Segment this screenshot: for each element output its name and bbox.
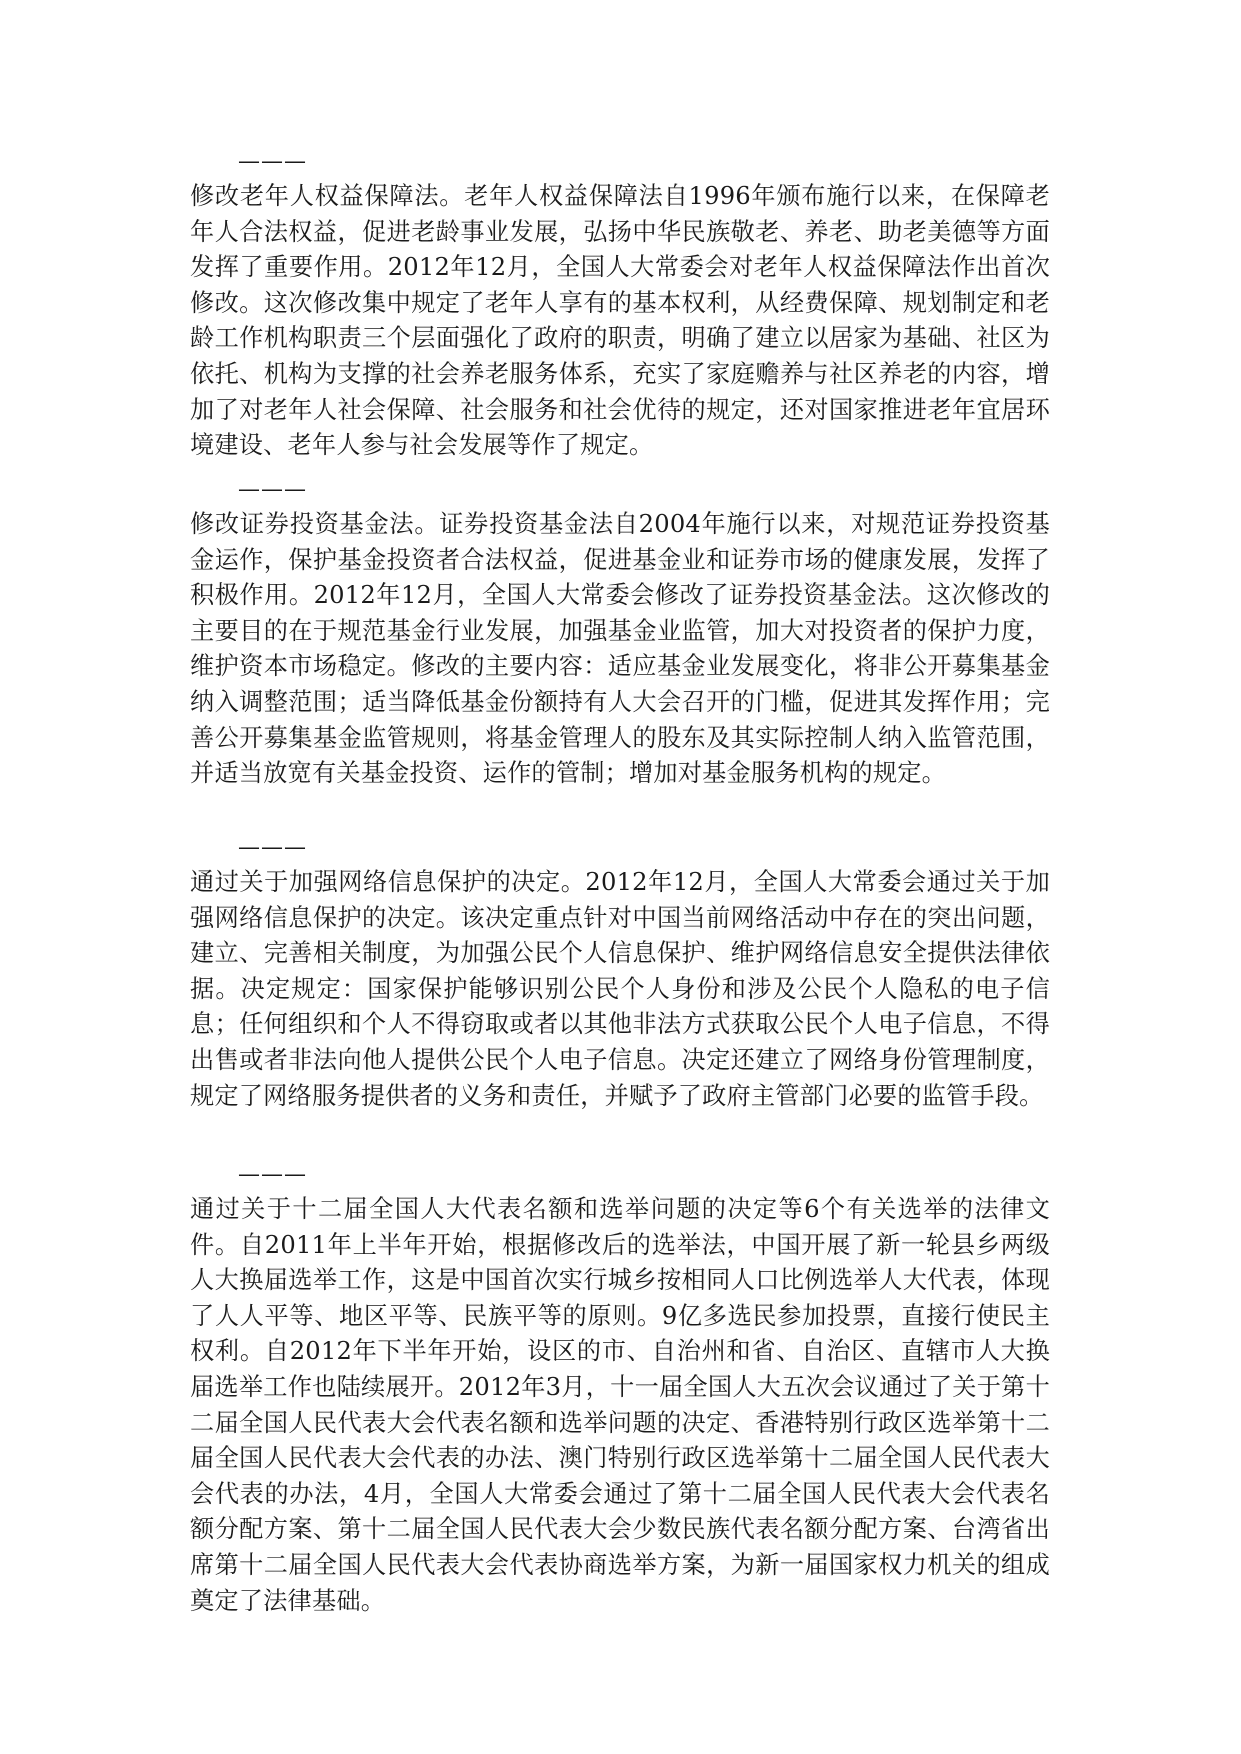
section-elderly-rights-law — [190, 147, 1050, 464]
section-separator: ——— — [238, 477, 307, 502]
section-network-info-protection — [190, 833, 1050, 1114]
section-separator: ——— — [238, 1162, 307, 1187]
section-paragraph: 修改证券投资基金法。证券投资基金法自2004年施行以来，对规范证券投资基金运作，保护基金投资者合法权益，促进基金业和证券市场的健康发展，发挥了积极作用。2012年12月，全国人大常委会修改了证券投资基金法。这次修改的主要目的在于规范基金行业发展，加强基金业监管，加大对投资者的保护力度，维护资本市场稳定。修改的主要内容：适应基金业发展变化，将非公开募集基金纳入调整范围；适当降低基金份额持有人大会召开的门槛，促进其发挥作用；完善公开募集基金监管规则，将基金管理人的股东及其实际控制人纳入监管范围，并适当放宽有关基金投资、运作的管制；增加对基金服务机构的规定。 — [190, 510, 1050, 788]
section-securities-fund-law — [190, 475, 1050, 792]
section-paragraph: 通过关于十二届全国人大代表名额和选举问题的决定等6个有关选举的法律文件。自2011年上半年开始，根据修改后的选举法，中国开展了新一轮县乡两级人大换届选举工作，这是中国首次实行城乡按相同人口比例选举人大代表，体现了人人平等、地区平等、民族平等的原则。9亿多选民参加投票，直接行使民主权利。自2012年下半年开始，设区的市、自治州和省、自治区、直辖市人大换届选举工作也陆续展开。2012年3月，十一届全国人大五次会议通过了关于第十二届全国人民代表大会代表名额和选举问题的决定、香港特别行政区选举第十二届全国人民代表大会代表的办法、澳门特别行政区选举第十二届全国人民代表大会代表的办法，4月，全国人大常委会通过了第十二届全国人民代表大会代表名额分配方案、第十二届全国人民代表大会少数民族代表名额分配方案、台湾省出席第十二届全国人民代表大会代表协商选举方案，为新一届国家权力机关的组成奠定了法律基础。 — [190, 1195, 1050, 1615]
section-separator: ——— — [238, 149, 307, 174]
section-election-decisions — [190, 1160, 1050, 1619]
section-paragraph: 修改老年人权益保障法。老年人权益保障法自1996年颁布施行以来，在保障老年人合法权益，促进老龄事业发展，弘扬中华民族敬老、养老、助老美德等方面发挥了重要作用。2012年12月，全国人大常委会对老年人权益保障法作出首次修改。这次修改集中规定了老年人享有的基本权利，从经费保障、规划制定和老龄工作机构职责三个层面强化了政府的职责，明确了建立以居家为基础、社区为依托、机构为支撑的社会养老服务体系，充实了家庭赡养与社区养老的内容，增加了对老年人社会保障、社会服务和社会优待的规定，还对国家推进老年宜居环境建设、老年人参与社会发展等作了规定。 — [190, 182, 1050, 460]
section-paragraph: 通过关于加强网络信息保护的决定。2012年12月，全国人大常委会通过关于加强网络信息保护的决定。该决定重点针对中国当前网络活动中存在的突出问题，建立、完善相关制度，为加强公民个人信息保护、维护网络信息安全提供法律依据。决定规定：国家保护能够识别公民个人身份和涉及公民个人隐私的电子信息；任何组织和个人不得窃取或者以其他非法方式获取公民个人电子信息，不得出售或者非法向他人提供公民个人电子信息。决定还建立了网络身份管理制度，规定了网络服务提供者的义务和责任，并赋予了政府主管部门必要的监管手段。 — [190, 868, 1050, 1110]
section-separator: ——— — [238, 835, 307, 860]
